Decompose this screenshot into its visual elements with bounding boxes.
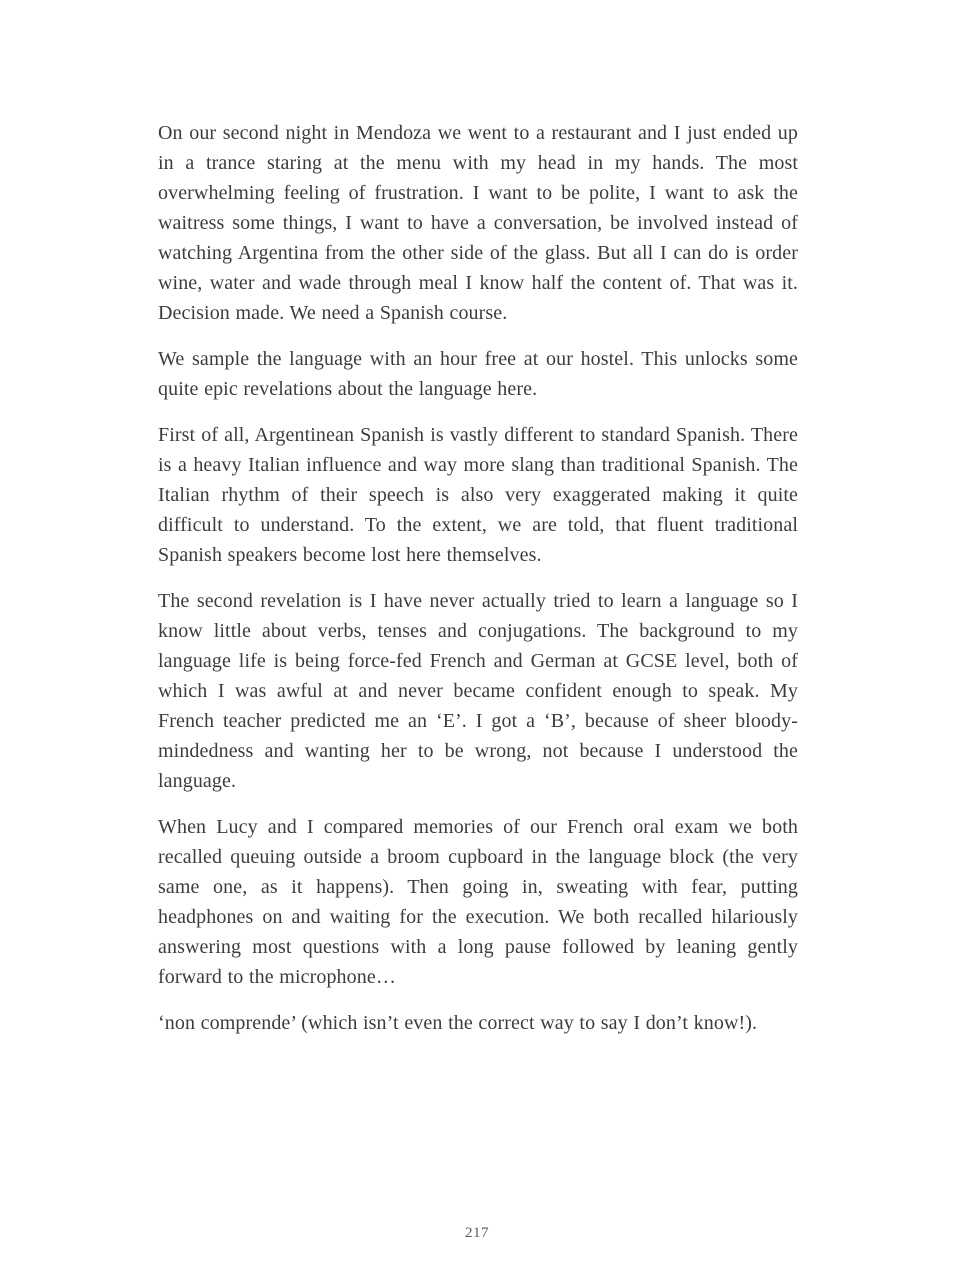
paragraph: On our second night in Mendoza we went to a restaurant and I just ended up in a trance staring at the menu with my head in my hands. The most overwhelming feeling of frustration. I want to be polite, I want to ask the waitress some things, I want to have a conversation, be involved instead of watching Argentina from the other side of the glass. But all I can do is order wine, water and wade through meal I know half the content of. That was it. Decision made. We need a Spanish course. [158, 122, 798, 324]
text-block [158, 118, 798, 1054]
paragraph: When Lucy and I compared memories of our French oral exam we both recalled queuing outside a broom cupboard in the language block (the very same one, as it happens). Then going in, sweating with fear, putting headphones on and waiting for the execution. We both recalled hilariously answering most questions with a long pause followed by leaning gently forward to the microphone… [158, 816, 798, 988]
paragraph: The second revelation is I have never actually tried to learn a language so I know little about verbs, tenses and conjugations. The background to my language life is being force-fed French and German at GCSE level, both of which I was awful at and never became confident enough to speak. My French teacher predicted me an ‘E’. I got a ‘B’, because of sheer bloody-mindedness and wanting her to be wrong, not because I understood the language. [158, 590, 798, 792]
paragraph: We sample the language with an hour free at our hostel. This unlocks some quite epic revelations about the language here. [158, 348, 798, 400]
paragraph: First of all, Argentinean Spanish is vastly different to standard Spanish. There is a heavy Italian influence and way more slang than traditional Spanish. The Italian rhythm of their speech is also very exaggerated making it quite difficult to understand. To the extent, we are told, that fluent traditional Spanish speakers become lost here themselves. [158, 424, 798, 566]
page-number: 217 [465, 1225, 489, 1241]
paragraph: ‘non comprende’ (which isn’t even the correct way to say I don’t know!). [158, 1012, 758, 1034]
